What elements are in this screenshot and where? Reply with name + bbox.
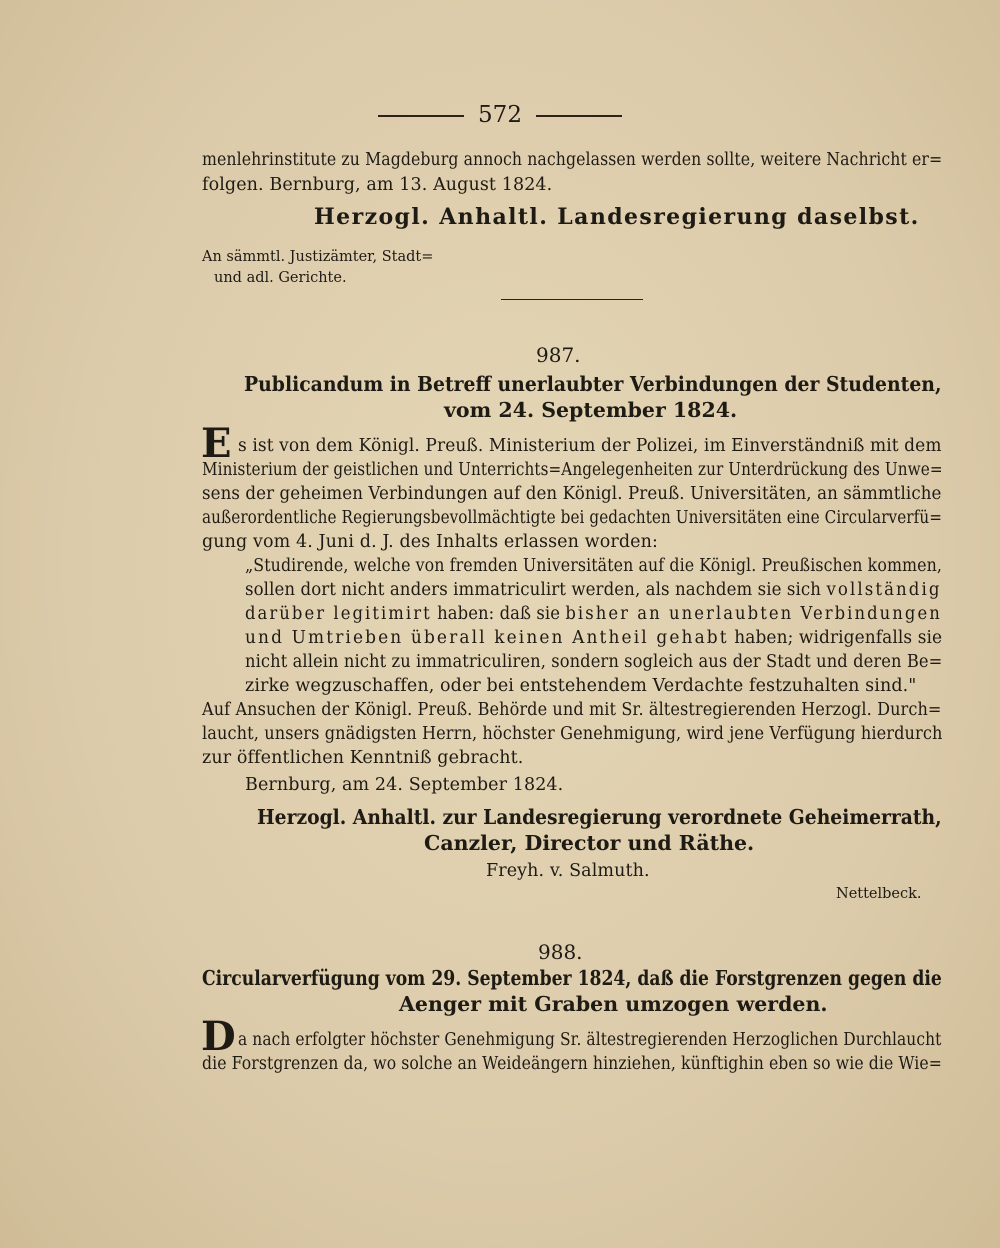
section-title: Aenger mit Graben umzogen werden. xyxy=(399,992,828,1016)
signer-name: Nettelbeck. xyxy=(836,886,922,902)
text-line: menlehrinstitute zu Magdeburg annoch nachgelassen werden sollte, weitere Nachricht er= xyxy=(202,150,943,170)
quote-fragment: sollen dort nicht anders immatriculirt werden, als nachdem sie sich xyxy=(245,580,822,600)
text-line: s ist von dem Königl. Preuß. Ministerium der Polizei, im Einverständniß mit dem xyxy=(238,436,942,456)
addressee-line: An sämmtl. Justizämter, Stadt= xyxy=(202,249,434,265)
text-line: Auf Ansuchen der Königl. Preuß. Behörde und mit Sr. ältestregierenden Herzogl. Durch= xyxy=(202,700,942,720)
header-rule-right xyxy=(536,115,622,117)
text-line: zur öffentlichen Kenntniß gebracht. xyxy=(202,748,524,768)
text-line: außerordentliche Regierungsbevollmächtigte bei gedachten Universitäten eine Circularverfü= xyxy=(202,508,943,528)
section-title: Publicandum in Betreff unerlaubter Verbindungen der Studenten, xyxy=(244,372,942,396)
drop-cap: E xyxy=(201,420,232,467)
quote-line: „Studirende, welche von fremden Universitäten auf die Königl. Preußischen kommen, xyxy=(245,556,942,576)
quote-line xyxy=(245,628,942,648)
place-date: Bernburg, am 24. September 1824. xyxy=(245,775,564,795)
addressee-line: und adl. Gerichte. xyxy=(214,270,347,286)
page-number: 572 xyxy=(478,102,522,128)
emphasis: darüber legitimirt xyxy=(245,604,432,624)
text-line: laucht, unsers gnädigsten Herrn, höchster Genehmigung, wird jene Verfügung hierdurch xyxy=(202,724,943,744)
signer-name: Freyh. v. Salmuth. xyxy=(486,861,650,881)
header-rule-left xyxy=(378,115,464,117)
text-line: a nach erfolgter höchster Genehmigung Sr. ältestregierenden Herzoglichen Durchlaucht xyxy=(238,1030,942,1050)
emphasis: bisher an unerlaubten Verbindungen xyxy=(565,604,942,624)
section-divider xyxy=(501,299,643,300)
quote-line: zirke wegzuschaffen, oder bei entstehendem Verdachte festzuhalten sind." xyxy=(245,676,917,696)
text-line: die Forstgrenzen da, wo solche an Weideängern hinziehen, künftighin eben so wie die Wie= xyxy=(202,1054,942,1074)
quote-fragment: haben; widrigenfalls sie xyxy=(734,628,943,648)
quote-line xyxy=(245,580,942,600)
signature-heading: Herzogl. Anhaltl. Landesregierung daselbst. xyxy=(314,204,920,230)
emphasis: und Umtrieben überall keinen Antheil gehabt xyxy=(245,628,729,648)
quote-line xyxy=(245,604,942,624)
section-number: 988. xyxy=(538,940,583,964)
section-title: vom 24. September 1824. xyxy=(444,398,738,422)
drop-cap: D xyxy=(201,1013,236,1060)
page-header xyxy=(0,102,1000,128)
authority-heading: Canzler, Director und Räthe. xyxy=(424,831,755,855)
section-title: Circularverfügung vom 29. September 1824, daß die Forstgrenzen gegen die xyxy=(202,966,942,990)
emphasis: vollständig xyxy=(826,580,942,600)
section-number: 987. xyxy=(536,343,581,367)
text-line: gung vom 4. Juni d. J. des Inhalts erlassen worden: xyxy=(202,532,658,552)
authority-heading: Herzogl. Anhaltl. zur Landesregierung verordnete Geheimerrath, xyxy=(257,805,942,829)
quote-fragment: haben: daß sie xyxy=(437,604,561,624)
text-line: folgen. Bernburg, am 13. August 1824. xyxy=(202,175,553,195)
text-line: sens der geheimen Verbindungen auf den Königl. Preuß. Universitäten, an sämmtliche xyxy=(202,484,942,504)
text-line: Ministerium der geistlichen und Unterrichts=Angelegenheiten zur Unterdrückung des Unwe= xyxy=(202,460,943,480)
quote-line: nicht allein nicht zu immatriculiren, sondern sogleich aus der Stadt und deren Be= xyxy=(245,652,943,672)
